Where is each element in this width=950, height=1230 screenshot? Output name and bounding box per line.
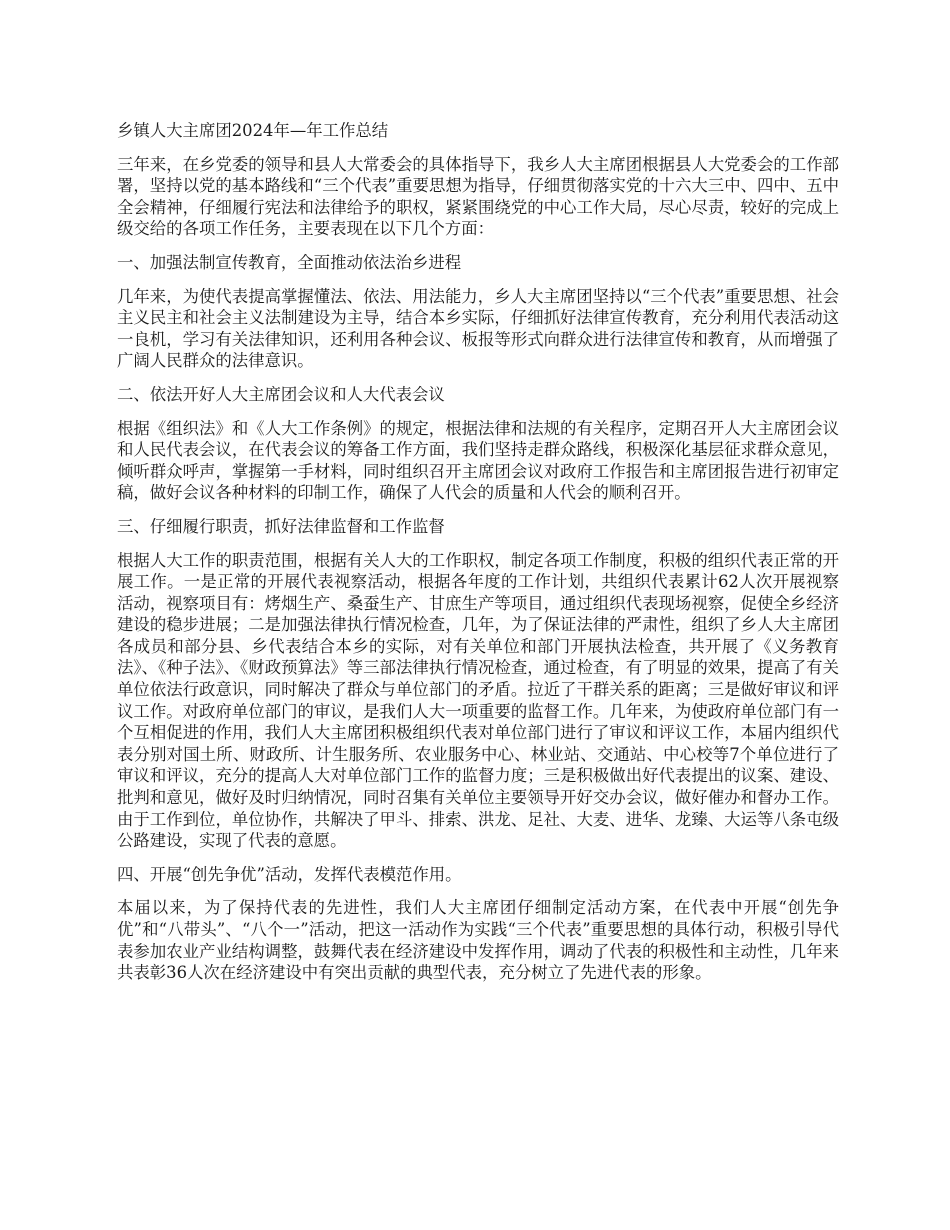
- intro-paragraph: 三年来，在乡党委的领导和县人大常委会的具体指导下，我乡人大主席团根据县人大党委会的工作部署，坚持以党的基本路线和“三个代表”重要思想为指导，仔细贯彻落实党的十六大三中、四中、五中全会精神，仔细履行宪法和法律给予的职权，紧紧围绕党的中心工作大局，尽心尽责，较好的完成上级交给的各项工作任务，主要表现在以下几个方面：: [117, 154, 839, 239]
- section-body-3: 根据人大工作的职责范围，根据有关人大的工作职权，制定各项工作制度，积极的组织代表正常的开展工作。一是正常的开展代表视察活动，根据各年度的工作计划，共组织代表累计62人次开展视察活动，视察项目有：烤烟生产、桑蚕生产、甘庶生产等项目，通过组织代表现场视察，促使全乡经济建设的稳步进展；二是加强法律执行情况检查，几年，为了保证法律的严肃性，组织了乡人大主席团各成员和部分县、乡代表结合本乡的实际，对有关单位和部门开展执法检查，共开展了《义务教育法》、《种子法》、《财政预算法》等三部法律执行情况检查，通过检查，有了明显的效果，提高了有关单位依法行政意识，同时解决了群众与单位部门的矛盾。拉近了干群关系的距离；三是做好审议和评议工作。对政府单位部门的审议，是我们人大一项重要的监督工作。几年来，为使政府单位部门有一个互相促进的作用，我们人大主席团积极组织代表对单位部门进行了审议和评议工作，本届内组织代表分别对国土所、财政所、计生服务所、农业服务中心、林业站、交通站、中心校等7个单位进行了审议和评议，充分的提高人大对单位部门工作的监督力度；三是积极做出好代表提出的议案、建设、批判和意见，做好及时归纳情况，同时召集有关单位主要领导开好交办会议，做好催办和督办工作。由于工作到位，单位协作，共解决了甲斗、排索、洪龙、足社、大麦、进华、龙臻、大运等八条屯级公路建设，实现了代表的意愿。: [117, 550, 839, 851]
- section-body-1: 几年来，为使代表提高掌握懂法、依法、用法能力，乡人大主席团坚持以“三个代表”重要思想、社会主义民主和社会主义法制建设为主导，结合本乡实际，仔细抓好法律宣传教育，充分利用代表活动这一良机，学习有关法律知识，还利用各种会议、板报等形式向群众进行法律宣传和教育，从而增强了广阔人民群众的法律意识。: [117, 286, 839, 371]
- document-page: [117, 120, 839, 996]
- section-heading-2: 二、依法开好人大主席团会议和人大代表会议: [117, 384, 445, 404]
- section-heading-3: 三、仔细履行职责，抓好法律监督和工作监督: [117, 516, 445, 536]
- section-body-2: 根据《组织法》和《人大工作条例》的规定，根据法律和法规的有关程序，定期召开人大主席团会议和人民代表会议，在代表会议的筹备工作方面，我们坚持走群众路线，积极深化基层征求群众意见，倾听群众呼声，掌握第一手材料，同时组织召开主席团会议对政府工作报告和主席团报告进行初审定稿，做好会议各种材料的印制工作，确保了人代会的质量和人代会的顺利召开。: [117, 418, 839, 503]
- section-body-4: 本届以来，为了保持代表的先进性，我们人大主席团仔细制定活动方案，在代表中开展“创先争优”和“八带头”、“八个一”活动，把这一活动作为实践“三个代表”重要思想的具体行动，积极引导代表参加农业产业结构调整，鼓舞代表在经济建设中发挥作用，调动了代表的积极性和主动性，几年来共表彰36人次在经济建设中有突出贡献的典型代表，充分树立了先进代表的形象。: [117, 898, 839, 983]
- document-title: 乡镇人大主席团2024年—年工作总结: [117, 121, 389, 140]
- section-heading-4: 四、开展“创先争优”活动，发挥代表模范作用。: [117, 864, 462, 884]
- section-heading-1: 一、加强法制宣传教育，全面推动依法治乡进程: [117, 252, 462, 272]
